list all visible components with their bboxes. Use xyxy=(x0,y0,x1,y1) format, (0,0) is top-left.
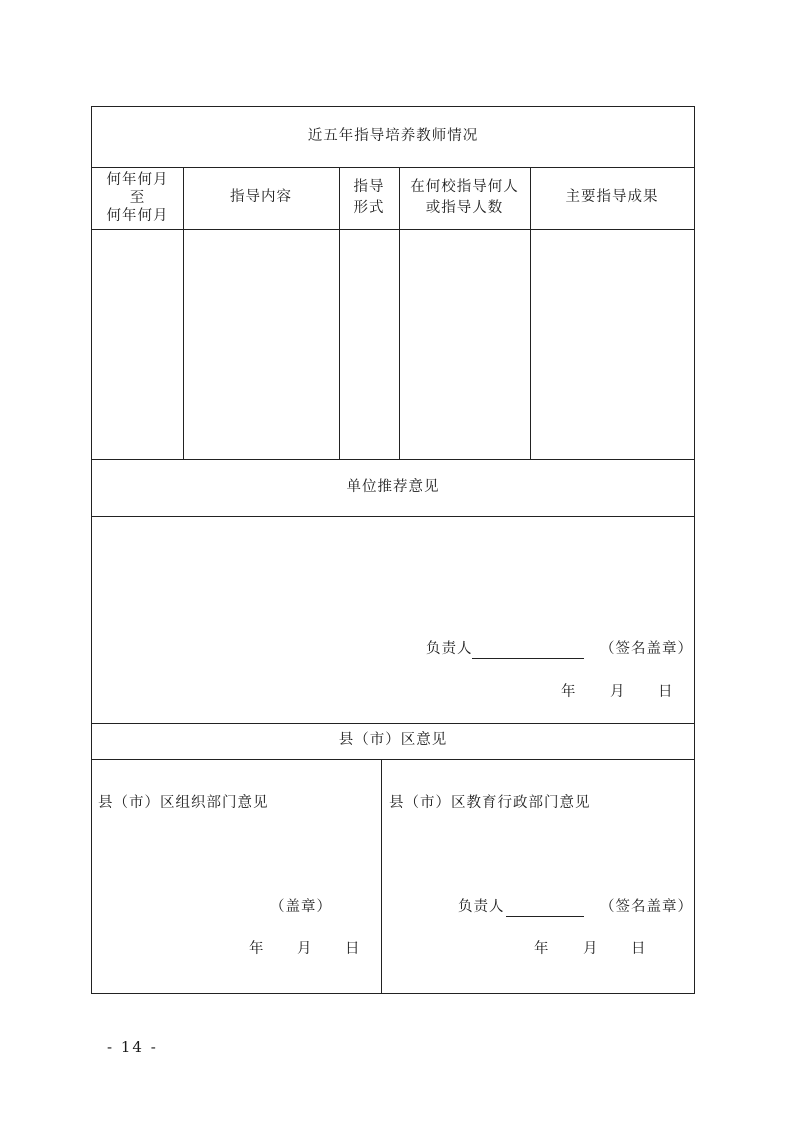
org-dept-title: 县（市）区组织部门意见 xyxy=(98,795,269,811)
edu-dept-date-day: 日 xyxy=(631,941,647,957)
header-period-line2: 至 xyxy=(129,189,146,206)
unit-date-day: 日 xyxy=(658,684,674,700)
unit-date-year: 年 xyxy=(561,684,577,700)
header-period xyxy=(92,167,183,229)
edu-dept-signature-note: （签名盖章） xyxy=(600,899,693,915)
header-where-line1: 在何校指导何人 xyxy=(410,178,519,195)
page-number: - 14 - xyxy=(107,1038,158,1056)
section-title: 近五年指导培养教师情况 xyxy=(307,128,479,145)
edu-dept-date-month: 月 xyxy=(583,941,599,957)
header-period-line3: 何年何月 xyxy=(106,208,169,225)
unit-section-title: 单位推荐意见 xyxy=(346,478,440,495)
org-dept-date-month: 月 xyxy=(297,941,313,957)
header-form-line1: 指导 xyxy=(353,178,385,195)
header-result: 主要指导成果 xyxy=(565,189,659,206)
header-period-line1: 何年何月 xyxy=(106,171,169,188)
edu-dept-date-year: 年 xyxy=(534,941,550,957)
data-cell-period[interactable] xyxy=(92,229,183,459)
org-dept-date-day: 日 xyxy=(345,941,361,957)
header-form-line2: 形式 xyxy=(353,200,385,216)
data-cell-where[interactable] xyxy=(399,229,530,459)
county-section-title: 县（市）区意见 xyxy=(338,732,448,749)
header-where-line2: 或指导人数 xyxy=(425,200,504,216)
data-cell-content[interactable] xyxy=(183,229,339,459)
edu-dept-responsible-label: 负责人 xyxy=(458,899,505,915)
unit-opinion-area[interactable] xyxy=(92,516,694,723)
unit-date-month: 月 xyxy=(610,684,626,700)
header-form xyxy=(339,167,399,229)
org-dept-seal-note: （盖章） xyxy=(270,899,332,915)
data-cell-form[interactable] xyxy=(339,229,399,459)
unit-signature-note: （签名盖章） xyxy=(600,641,693,657)
edu-dept-title: 县（市）区教育行政部门意见 xyxy=(389,795,591,811)
header-where xyxy=(399,167,530,229)
edu-dept-signature-line[interactable] xyxy=(506,916,584,917)
unit-responsible-signature-line[interactable] xyxy=(472,658,584,659)
form-table xyxy=(91,106,695,994)
header-content: 指导内容 xyxy=(230,189,292,206)
unit-responsible-label: 负责人 xyxy=(426,641,473,657)
org-dept-date-year: 年 xyxy=(249,941,265,957)
data-cell-result[interactable] xyxy=(530,229,694,459)
